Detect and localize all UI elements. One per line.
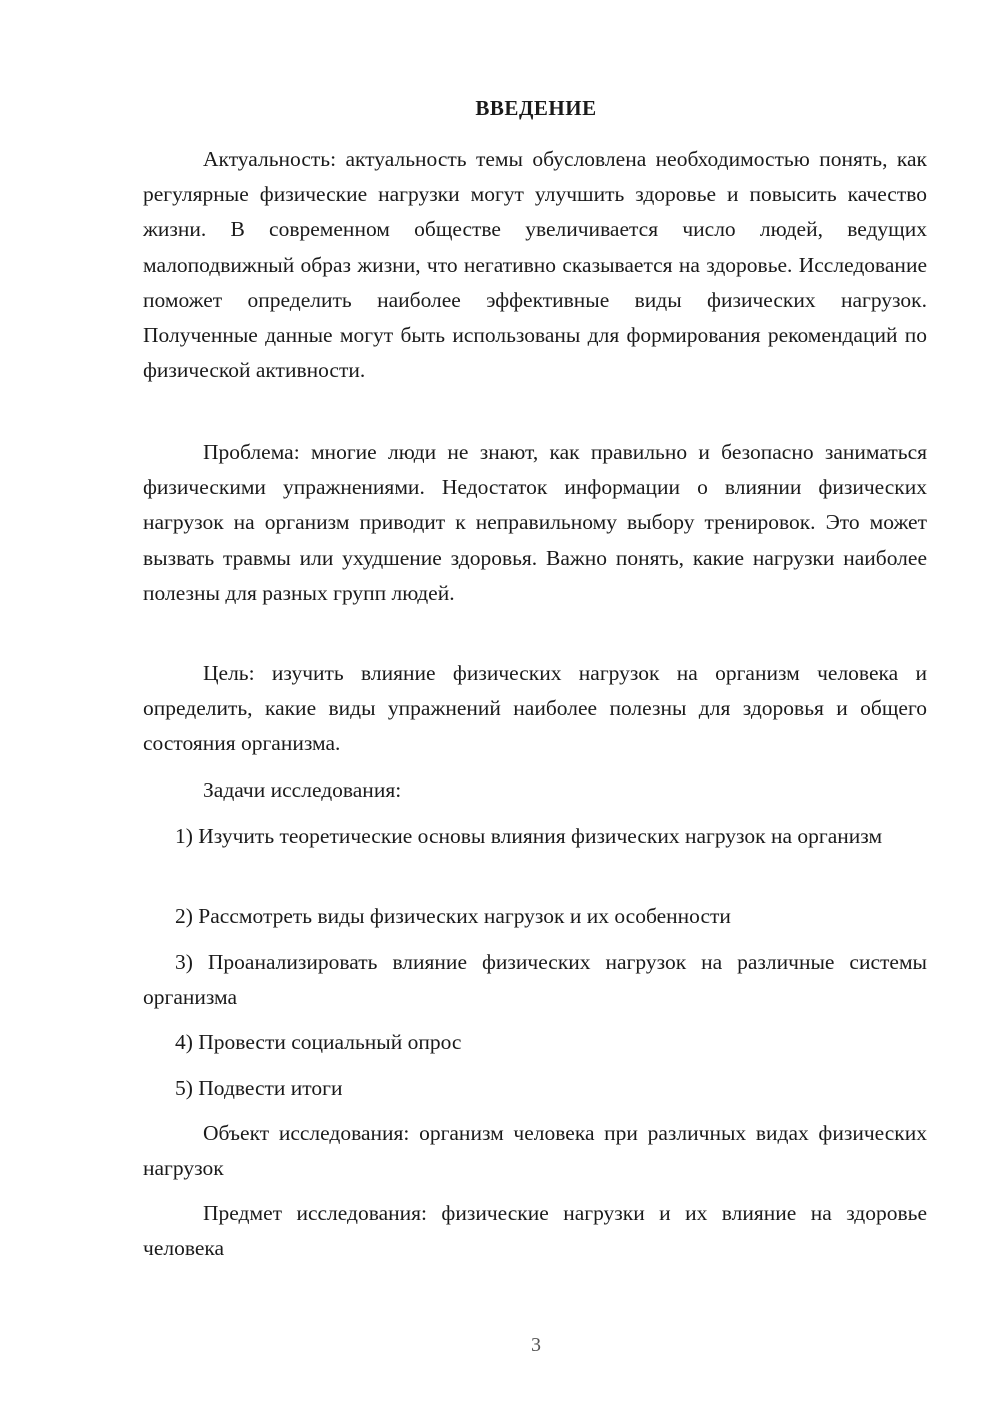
task-item-2: 2) Рассмотреть виды физических нагрузок и их особенности [175,904,731,928]
tasks-title: Задачи исследования: [203,778,402,802]
object-paragraph: Объект исследования: организм человека при различных видах физических нагрузок [143,1121,927,1181]
page-number: 3 [531,1334,541,1356]
goal-paragraph: Цель: изучить влияние физических нагрузок на организм человека и определить, какие виды упражнений наиболее полезны для здоровья и общего состояния организма. [143,661,927,756]
problem-paragraph: Проблема: многие люди не знают, как правильно и безопасно заниматься физическими упражнениями. Недостаток информации о влиянии физических нагрузок на организм приводит к неправильному выбору тренировок. Это может вызвать травмы или ухудшение здоровья. Важно понять, какие нагрузки наиболее полезны для разных групп людей. [143,440,927,605]
page-heading: ВВЕДЕНИЕ [475,96,597,120]
task-item-5: 5) Подвести итоги [175,1076,343,1100]
task-item-3: 3) Проанализировать влияние физических нагрузок на различные системы организма [143,950,927,1010]
subject-paragraph: Предмет исследования: физические нагрузки и их влияние на здоровье человека [143,1201,927,1261]
task-item-1: 1) Изучить теоретические основы влияния физических нагрузок на организм [175,824,883,848]
task-item-4: 4) Провести социальный опрос [175,1030,462,1054]
relevance-paragraph: Актуальность: актуальность темы обусловлена необходимостью понять, как регулярные физические нагрузки могут улучшить здоровье и повысить качество жизни. В современном обществе увеличивается число людей, ведущих малоподвижный образ жизни, что негативно сказывается на здоровье. Исследование поможет определить наиболее эффективные виды физических нагрузок. Полученные данные могут быть использованы для формирования рекомендаций по физической активности. [143,147,927,383]
